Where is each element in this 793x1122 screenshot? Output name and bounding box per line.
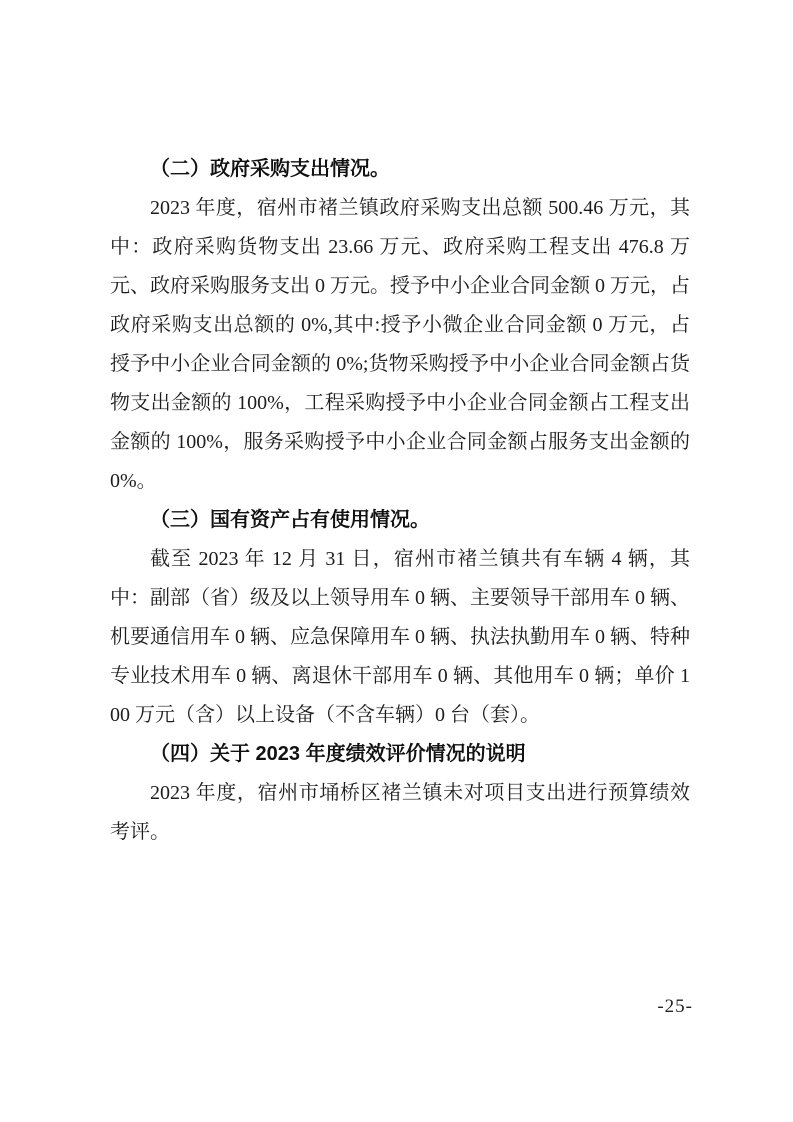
section-government-procurement: [110, 150, 690, 501]
section-heading-performance-evaluation: （四）关于 2023 年度绩效评价情况的说明: [150, 743, 526, 765]
section-performance-evaluation: [110, 735, 690, 852]
page-number: -25-: [657, 996, 693, 1017]
section-state-assets: [110, 501, 690, 735]
paragraph-state-assets-details: 截至 2023 年 12 月 31 日，宿州市褚兰镇共有车辆 4 辆，其中：副部（省）级及以上领导用车 0 辆、主要领导干部用车 0 辆、机要通信用车 0 辆、应急保障用车 0 辆、执法执勤用车 0 辆、特种专业技术用车 0 辆、离退休干部用车 0 辆、其他用车 0 辆；单价 100 万元（含）以上设备（不含车辆）0 台（套）。: [110, 548, 690, 726]
paragraph-performance-evaluation-details: 2023 年度，宿州市埇桥区褚兰镇未对项目支出进行预算绩效考评。: [110, 782, 690, 843]
section-heading-state-assets: （三）国有资产占有使用情况。: [150, 509, 430, 531]
paragraph-procurement-details: 2023 年度，宿州市褚兰镇政府采购支出总额 500.46 万元，其中：政府采购货物支出 23.66 万元、政府采购工程支出 476.8 万元、政府采购服务支出 0 万元。授予中小企业合同金额 0 万元，占政府采购支出总额的 0%,其中:授予小微企业合同金额 0 万元，占授予中小企业合同金额的 0%;货物采购授予中小企业合同金额占货物支出金额的 100%，工程采购授予中小企业合同金额占工程支出金额的 100%，服务采购授予中小企业合同金额占服务支出金额的 0%。: [110, 197, 690, 492]
document-content: [110, 150, 690, 852]
section-heading-procurement: （二）政府采购支出情况。: [150, 158, 390, 180]
